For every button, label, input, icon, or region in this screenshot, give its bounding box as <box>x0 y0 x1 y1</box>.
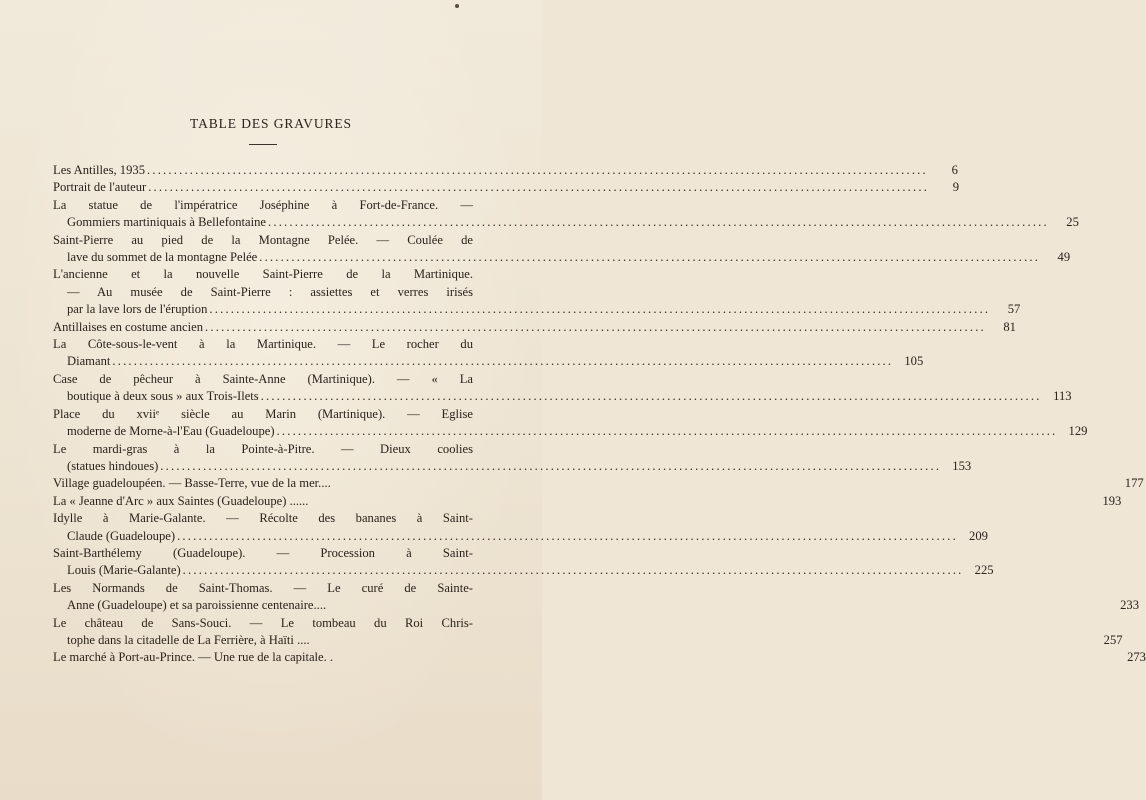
toc-entry <box>53 388 1072 405</box>
toc-entry-text: Saint-Pierre au pied de la Montagne Pelée. — Coulée de <box>53 232 473 247</box>
toc-entry <box>53 562 994 579</box>
toc-entry-text: Le marché à Port-au-Prince. — Une rue de la capitale. . <box>53 650 334 665</box>
toc-entry <box>53 475 1144 492</box>
toc-entry-line <box>53 197 473 214</box>
toc-entry-text: moderne de Morne-à-l'Eau (Guadeloupe) <box>67 424 275 439</box>
page-number: 233 <box>1120 598 1139 613</box>
dot-leader <box>160 458 941 475</box>
dot-leader <box>261 388 1042 405</box>
toc-entry <box>53 319 1016 336</box>
page-number: 209 <box>969 528 988 543</box>
toc-entry <box>53 632 1123 649</box>
toc-entry-text: Claude (Guadeloupe) <box>67 528 176 543</box>
page-number: 257 <box>1103 632 1123 647</box>
page-number: 81 <box>1003 319 1016 334</box>
page-number: 9 <box>952 180 960 195</box>
toc-entry <box>53 353 924 370</box>
dot-leader <box>177 528 958 545</box>
toc-entry-line <box>53 580 473 597</box>
toc-entry-text: — Au musée de Saint-Pierre : assiettes et verres irisés <box>67 284 473 299</box>
dot-leader <box>183 562 964 579</box>
toc-entry-text: Le château de Sans-Souci. — Le tombeau du Roi Chris- <box>53 615 473 630</box>
dot-leader <box>259 249 1040 266</box>
toc-entry-line <box>53 615 473 632</box>
toc-entry-text: tophe dans la citadelle de La Ferrière, à Haïti .... <box>67 632 310 647</box>
dot-leader <box>148 179 929 196</box>
dot-leader <box>277 423 1058 440</box>
page-number: 177 <box>1124 476 1144 491</box>
page-number: 57 <box>1007 302 1021 317</box>
toc-entry-line <box>53 266 473 283</box>
title-rule <box>249 144 277 145</box>
page-number: 273 <box>1127 650 1146 665</box>
toc-entry-text: (statues hindoues) <box>67 458 159 473</box>
toc-entry-text: Case de pêcheur à Sainte-Anne (Martinique). — « La <box>53 371 473 386</box>
toc-entry-text: Diamant <box>67 354 111 369</box>
toc-entry-line <box>53 284 473 301</box>
dot-leader <box>147 162 928 179</box>
toc-entry-text: Gommiers martiniquais à Bellefontaine <box>67 215 266 230</box>
toc-entry <box>53 301 1021 318</box>
toc-entry-text: La Côte-sous-le-vent à la Martinique. — Le rocher du <box>53 337 473 352</box>
toc-entry-line <box>53 336 473 353</box>
toc-entry-text: Portrait de l'auteur <box>53 180 147 195</box>
toc-entry-text: Les Normands de Saint-Thomas. — Le curé de Sainte- <box>53 580 473 595</box>
dot-leader <box>268 214 1049 231</box>
toc-entry-text: Louis (Marie-Galante) <box>67 563 181 578</box>
page-number: 153 <box>952 458 972 473</box>
table-of-engravings <box>53 162 1146 667</box>
page-number: 193 <box>1102 493 1122 508</box>
toc-entry-text: Anne (Guadeloupe) et sa paroissienne centenaire.... <box>67 598 327 613</box>
page-title: TABLE DES GRAVURES <box>190 116 352 131</box>
dot-leader <box>209 301 990 318</box>
toc-entry-line <box>53 510 473 527</box>
toc-entry <box>53 649 1146 666</box>
toc-entry-line <box>53 545 473 562</box>
page-number: 225 <box>974 563 994 578</box>
toc-entry-text: lave du sommet de la montagne Pelée <box>67 250 258 265</box>
toc-entry-text: Le mardi-gras à la Pointe-à-Pitre. — Dieux coolies <box>53 441 473 456</box>
page-number: 129 <box>1068 424 1088 439</box>
page-number: 105 <box>904 354 924 369</box>
toc-entry <box>53 458 972 475</box>
page-number: 49 <box>1057 250 1071 265</box>
toc-entry-text: La statue de l'impératrice Joséphine à Fort-de-France. — <box>53 197 473 212</box>
toc-entry-text: Saint-Barthélemy (Guadeloupe). — Procession à Saint- <box>53 545 473 560</box>
toc-entry <box>53 528 988 545</box>
toc-entry <box>53 249 1071 266</box>
toc-entry-text: L'ancienne et la nouvelle Saint-Pierre de la Martinique. <box>53 267 473 282</box>
toc-entry-text: Place du xviiᵉ siècle au Marin (Martinique). — Eglise <box>53 406 473 421</box>
toc-entry <box>53 214 1079 231</box>
dot-leader <box>205 319 986 336</box>
toc-entry-line <box>53 371 473 388</box>
page-number: 113 <box>1053 389 1072 404</box>
page-number: 6 <box>951 163 958 177</box>
printed-mark <box>455 4 459 8</box>
toc-entry-text: Idylle à Marie-Galante. — Récolte des bananes à Saint- <box>53 511 473 526</box>
toc-entry-text: Village guadeloupéen. — Basse-Terre, vue de la mer.... <box>53 476 331 491</box>
toc-entry <box>53 423 1088 440</box>
toc-entry <box>53 179 960 196</box>
toc-entry <box>53 493 1122 510</box>
toc-entry <box>53 597 1139 614</box>
toc-entry-line <box>53 441 473 458</box>
toc-entry-text: Les Antilles, 1935 <box>53 163 145 177</box>
page-number: 25 <box>1066 215 1079 230</box>
toc-entry <box>53 162 958 179</box>
toc-entry-text: boutique à deux sous » aux Trois-Ilets <box>67 389 259 404</box>
dot-leader <box>112 353 893 370</box>
toc-entry-text: La « Jeanne d'Arc » aux Saintes (Guadeloupe) ...... <box>53 493 309 508</box>
toc-entry-text: par la lave lors de l'éruption <box>67 302 208 317</box>
toc-entry-text: Antillaises en costume ancien <box>53 319 204 334</box>
toc-entry-line <box>53 406 473 423</box>
toc-entry-line <box>53 232 473 249</box>
